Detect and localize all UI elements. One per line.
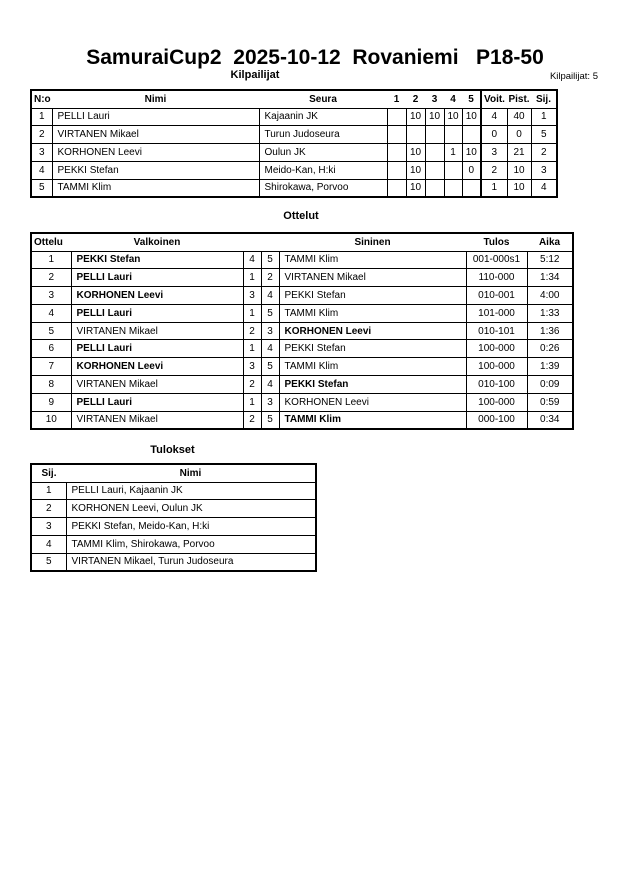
cell-vno: 1	[243, 393, 261, 411]
table-row	[31, 553, 316, 571]
results-section-title: Tulokset	[150, 444, 195, 456]
cell-ottelu: 1	[31, 251, 71, 269]
cell-voit: 3	[481, 144, 507, 162]
table-row	[31, 126, 557, 144]
table-row	[31, 376, 573, 394]
cell-sininen: KORHONEN Leevi	[279, 393, 466, 411]
cell-score-2: 10	[406, 179, 425, 197]
tulokset-table	[30, 463, 317, 572]
tulokset-header-row	[31, 464, 316, 482]
cell-ottelu: 8	[31, 376, 71, 394]
cell-ottelu: 2	[31, 269, 71, 287]
col-header-ottelu: Ottelu	[34, 236, 63, 248]
cell-seura: Shirokawa, Porvoo	[259, 179, 387, 197]
cell-vno: 2	[243, 376, 261, 394]
cell-sininen: TAMMI Klim	[279, 358, 466, 376]
cell-pist: 10	[507, 179, 531, 197]
cell-valkoinen: PELLI Lauri	[71, 393, 243, 411]
table-row	[31, 393, 573, 411]
cell-nimi: PELLI Lauri, Kajaanin JK	[66, 482, 316, 500]
cell-aika: 4:00	[527, 287, 573, 305]
cell-tulos: 010-001	[466, 287, 527, 305]
col-header-3: 3	[431, 93, 438, 105]
cell-aika: 1:39	[527, 358, 573, 376]
table-row	[31, 482, 316, 500]
cell-aika: 1:34	[527, 269, 573, 287]
cell-sno: 4	[261, 287, 279, 305]
cell-valkoinen: PELLI Lauri	[71, 269, 243, 287]
cell-tulos: 010-100	[466, 376, 527, 394]
cell-voit: 2	[481, 161, 507, 179]
kilpailijat-table	[30, 89, 558, 198]
cell-nimi: TAMMI Klim, Shirokawa, Porvoo	[66, 535, 316, 553]
cell-sij: 4	[531, 179, 557, 197]
cell-valkoinen: PELLI Lauri	[71, 340, 243, 358]
cell-vno: 1	[243, 304, 261, 322]
cell-score-3	[425, 161, 444, 179]
col-header-5: 5	[468, 93, 474, 105]
cell-sininen: PEKKI Stefan	[279, 340, 466, 358]
cell-valkoinen: PELLI Lauri	[71, 304, 243, 322]
cell-valkoinen: KORHONEN Leevi	[71, 287, 243, 305]
ottelut-table	[30, 232, 574, 430]
col-header-sininen: Sininen	[354, 236, 391, 248]
cell-pist: 0	[507, 126, 531, 144]
cell-nimi: KORHONEN Leevi	[52, 144, 259, 162]
table-row	[31, 304, 573, 322]
cell-sno: 5	[261, 251, 279, 269]
table-row	[31, 358, 573, 376]
cell-score-5	[462, 179, 481, 197]
cell-valkoinen: PEKKI Stefan	[71, 251, 243, 269]
cell-vno: 1	[243, 269, 261, 287]
cell-tulos: 100-000	[466, 393, 527, 411]
col-header-no: N:o	[34, 93, 51, 105]
cell-seura: Oulun JK	[259, 144, 387, 162]
table-row	[31, 179, 557, 197]
table-row	[31, 518, 316, 536]
table-row	[31, 161, 557, 179]
cell-sij: 1	[531, 108, 557, 126]
cell-pist: 40	[507, 108, 531, 126]
cell-sininen: TAMMI Klim	[279, 304, 466, 322]
col-header-sij: Sij.	[41, 467, 57, 479]
cell-tulos: 110-000	[466, 269, 527, 287]
cell-seura: Turun Judoseura	[259, 126, 387, 144]
cell-tulos: 100-000	[466, 358, 527, 376]
cell-vno: 1	[243, 340, 261, 358]
cell-score-3	[425, 144, 444, 162]
cell-sininen: PEKKI Stefan	[279, 376, 466, 394]
cell-ottelu: 3	[31, 287, 71, 305]
cell-score-4	[444, 161, 462, 179]
col-header-2: 2	[412, 93, 419, 105]
cell-sij: 3	[531, 161, 557, 179]
cell-sij: 4	[31, 535, 66, 553]
cell-score-2	[406, 126, 425, 144]
cell-sno: 5	[261, 358, 279, 376]
col-header-aika: Aika	[538, 236, 561, 248]
table-row	[31, 322, 573, 340]
col-header-voit: Voit.	[481, 90, 507, 108]
cell-score-1	[387, 179, 406, 197]
cell-tulos: 101-000	[466, 304, 527, 322]
cell-aika: 1:33	[527, 304, 573, 322]
cell-valkoinen: VIRTANEN Mikael	[71, 322, 243, 340]
page-title: SamuraiCup2 2025-10-12 Rovaniemi P18-50	[86, 46, 544, 69]
cell-nimi: VIRTANEN Mikael	[52, 126, 259, 144]
cell-score-1	[387, 108, 406, 126]
cell-no: 2	[31, 126, 52, 144]
cell-sno: 3	[261, 322, 279, 340]
col-header-nimi: Nimi	[144, 93, 167, 105]
cell-no: 1	[31, 108, 52, 126]
cell-nimi: PELLI Lauri	[52, 108, 259, 126]
col-header-tulos: Tulos	[483, 236, 510, 248]
cell-ottelu: 9	[31, 393, 71, 411]
cell-vno: 3	[243, 287, 261, 305]
cell-score-5: 0	[462, 161, 481, 179]
table-row	[31, 411, 573, 429]
col-header-vno	[243, 233, 261, 251]
cell-pist: 21	[507, 144, 531, 162]
cell-aika: 0:09	[527, 376, 573, 394]
table-row	[31, 287, 573, 305]
cell-aika: 0:59	[527, 393, 573, 411]
col-header-valkoinen: Valkoinen	[133, 236, 181, 248]
cell-ottelu: 6	[31, 340, 71, 358]
table-row	[31, 500, 316, 518]
cell-valkoinen: VIRTANEN Mikael	[71, 411, 243, 429]
cell-score-4: 10	[444, 108, 462, 126]
col-header-4: 4	[450, 93, 456, 105]
cell-nimi: PEKKI Stefan, Meido-Kan, H:ki	[66, 518, 316, 536]
cell-sij: 3	[31, 518, 66, 536]
cell-score-4	[444, 126, 462, 144]
col-header-sij: Sij.	[535, 93, 551, 105]
cell-score-2: 10	[406, 161, 425, 179]
cell-vno: 2	[243, 322, 261, 340]
col-header-nimi: Nimi	[179, 467, 202, 479]
cell-tulos: 000-100	[466, 411, 527, 429]
cell-no: 5	[31, 179, 52, 197]
cell-vno: 4	[243, 251, 261, 269]
cell-aika: 5:12	[527, 251, 573, 269]
competitors-section-title: Kilpailijat	[230, 69, 280, 81]
col-header-pist: Pist.	[508, 93, 530, 105]
table-row	[31, 108, 557, 126]
cell-voit: 4	[481, 108, 507, 126]
cell-aika: 0:34	[527, 411, 573, 429]
cell-sno: 2	[261, 269, 279, 287]
cell-tulos: 100-000	[466, 340, 527, 358]
cell-seura: Meido-Kan, H:ki	[259, 161, 387, 179]
cell-pist: 10	[507, 161, 531, 179]
cell-nimi: PEKKI Stefan	[52, 161, 259, 179]
cell-valkoinen: KORHONEN Leevi	[71, 358, 243, 376]
cell-score-2: 10	[406, 108, 425, 126]
ottelut-header-row	[31, 233, 573, 251]
cell-ottelu: 10	[31, 411, 71, 429]
cell-sininen: KORHONEN Leevi	[279, 322, 466, 340]
cell-no: 3	[31, 144, 52, 162]
cell-score-3	[425, 126, 444, 144]
cell-sno: 4	[261, 376, 279, 394]
cell-seura: Kajaanin JK	[259, 108, 387, 126]
kilpailijat-header-row	[31, 90, 557, 108]
table-row	[31, 144, 557, 162]
cell-score-5: 10	[462, 144, 481, 162]
col-header-seura: Seura	[309, 93, 337, 105]
cell-tulos: 010-101	[466, 322, 527, 340]
table-row	[31, 340, 573, 358]
competitors-count: Kilpailijat: 5	[549, 71, 598, 82]
cell-score-3	[425, 179, 444, 197]
cell-score-5: 10	[462, 108, 481, 126]
cell-score-3: 10	[425, 108, 444, 126]
cell-valkoinen: VIRTANEN Mikael	[71, 376, 243, 394]
cell-score-4: 1	[444, 144, 462, 162]
cell-sij: 5	[531, 126, 557, 144]
cell-tulos: 001-000s1	[466, 251, 527, 269]
cell-aika: 1:36	[527, 322, 573, 340]
cell-sij: 5	[31, 553, 66, 571]
cell-score-1	[387, 161, 406, 179]
cell-sininen: TAMMI Klim	[279, 411, 466, 429]
cell-score-4	[444, 179, 462, 197]
col-header-1: 1	[393, 93, 400, 105]
cell-sno: 4	[261, 340, 279, 358]
table-row	[31, 269, 573, 287]
cell-vno: 3	[243, 358, 261, 376]
cell-nimi: TAMMI Klim	[52, 179, 259, 197]
matches-section-title: Ottelut	[283, 210, 319, 222]
table-row	[31, 535, 316, 553]
cell-sij: 1	[31, 482, 66, 500]
cell-sininen: VIRTANEN Mikael	[279, 269, 466, 287]
cell-score-1	[387, 126, 406, 144]
cell-score-1	[387, 144, 406, 162]
cell-sno: 5	[261, 411, 279, 429]
cell-sno: 3	[261, 393, 279, 411]
cell-nimi: VIRTANEN Mikael, Turun Judoseura	[66, 553, 316, 571]
cell-sij: 2	[531, 144, 557, 162]
cell-aika: 0:26	[527, 340, 573, 358]
cell-sno: 5	[261, 304, 279, 322]
cell-sij: 2	[31, 500, 66, 518]
cell-voit: 1	[481, 179, 507, 197]
cell-voit: 0	[481, 126, 507, 144]
cell-sininen: TAMMI Klim	[279, 251, 466, 269]
cell-vno: 2	[243, 411, 261, 429]
cell-ottelu: 4	[31, 304, 71, 322]
cell-sininen: PEKKI Stefan	[279, 287, 466, 305]
cell-score-5	[462, 126, 481, 144]
cell-ottelu: 5	[31, 322, 71, 340]
cell-nimi: KORHONEN Leevi, Oulun JK	[66, 500, 316, 518]
cell-ottelu: 7	[31, 358, 71, 376]
table-row	[31, 251, 573, 269]
cell-score-2: 10	[406, 144, 425, 162]
col-header-sno	[261, 233, 279, 251]
cell-no: 4	[31, 161, 52, 179]
